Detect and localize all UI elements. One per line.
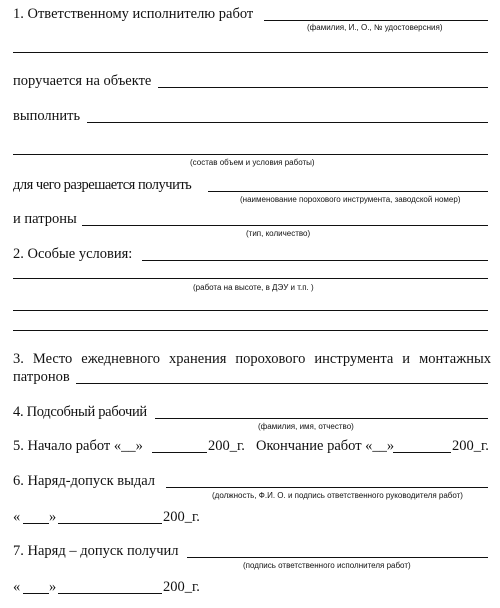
item7-hint: (подпись ответственного исполнителя работ) [243,561,411,570]
item6-fill-line[interactable] [166,487,488,488]
item5-start-label: 5. Начало работ «__» [13,438,143,454]
item3-line2: патронов [13,369,70,385]
item1-hint: (фамилия, И., О., № удостоверсния) [307,23,443,32]
item1-fill-line[interactable] [264,20,488,21]
item7-year: 200_г. [163,579,200,595]
item7-fill-line[interactable] [187,557,488,558]
item2-blank-line-1[interactable] [13,278,488,279]
item2-hint: (работа на высоте, в ДЭУ и т.п. ) [193,283,314,292]
item7-date-mid: » [49,579,57,595]
item4-label: 4. Подсобный рабочий [13,404,147,420]
permit-label: для чего разрешается получить [13,177,192,193]
item6-month-line[interactable] [58,523,162,524]
item6-day-line[interactable] [23,523,49,524]
cartridges-hint: (тип, количество) [246,229,311,238]
item5-end-label: Окончание работ «__» [256,438,395,454]
item2-fill-line[interactable] [142,260,488,261]
item4-fill-line[interactable] [155,418,488,419]
item5-start-month-line[interactable] [152,452,207,453]
item7-label: 7. Наряд – допуск получил [13,543,179,559]
item2-blank-line-2[interactable] [13,310,488,311]
item5-end-year: 200_г. [452,438,489,454]
item6-year: 200_г. [163,509,200,525]
execute-fill-line[interactable] [87,122,488,123]
item7-date-open: « [13,579,21,595]
item2-label: 2. Особые условия: [13,246,133,262]
item1-blank-line[interactable] [13,52,488,53]
permit-hint: (наименование порохового инструмента, заводской номер) [240,195,461,204]
permit-fill-line[interactable] [208,191,488,192]
item6-date-mid: » [49,509,57,525]
assigned-label: поручается на объекте [13,73,152,89]
item6-date-open: « [13,509,21,525]
item3-fill-line[interactable] [76,383,488,384]
execute-label: выполнить [13,108,81,124]
cartridges-fill-line[interactable] [82,225,488,226]
item7-month-line[interactable] [58,593,162,594]
item5-end-month-line[interactable] [393,452,451,453]
item4-hint: (фамилия, имя, отчество) [258,422,354,431]
cartridges-label: и патроны [13,211,77,227]
assigned-fill-line[interactable] [158,87,488,88]
item5-start-year: 200_г. [208,438,245,454]
item3-line1: 3. Место ежедневного хранения порохового инструмента и монтажных [13,351,491,367]
execute-blank-line[interactable] [13,154,488,155]
item6-hint: (должность, Ф.И. О. и подпись ответственного руководителя работ) [212,491,463,500]
execute-hint: (состав объем и условия работы) [190,158,315,167]
item6-label: 6. Наряд-допуск выдал [13,473,156,489]
item1-label: 1. Ответственному исполнителю работ [13,6,254,22]
item2-blank-line-3[interactable] [13,330,488,331]
item7-day-line[interactable] [23,593,49,594]
